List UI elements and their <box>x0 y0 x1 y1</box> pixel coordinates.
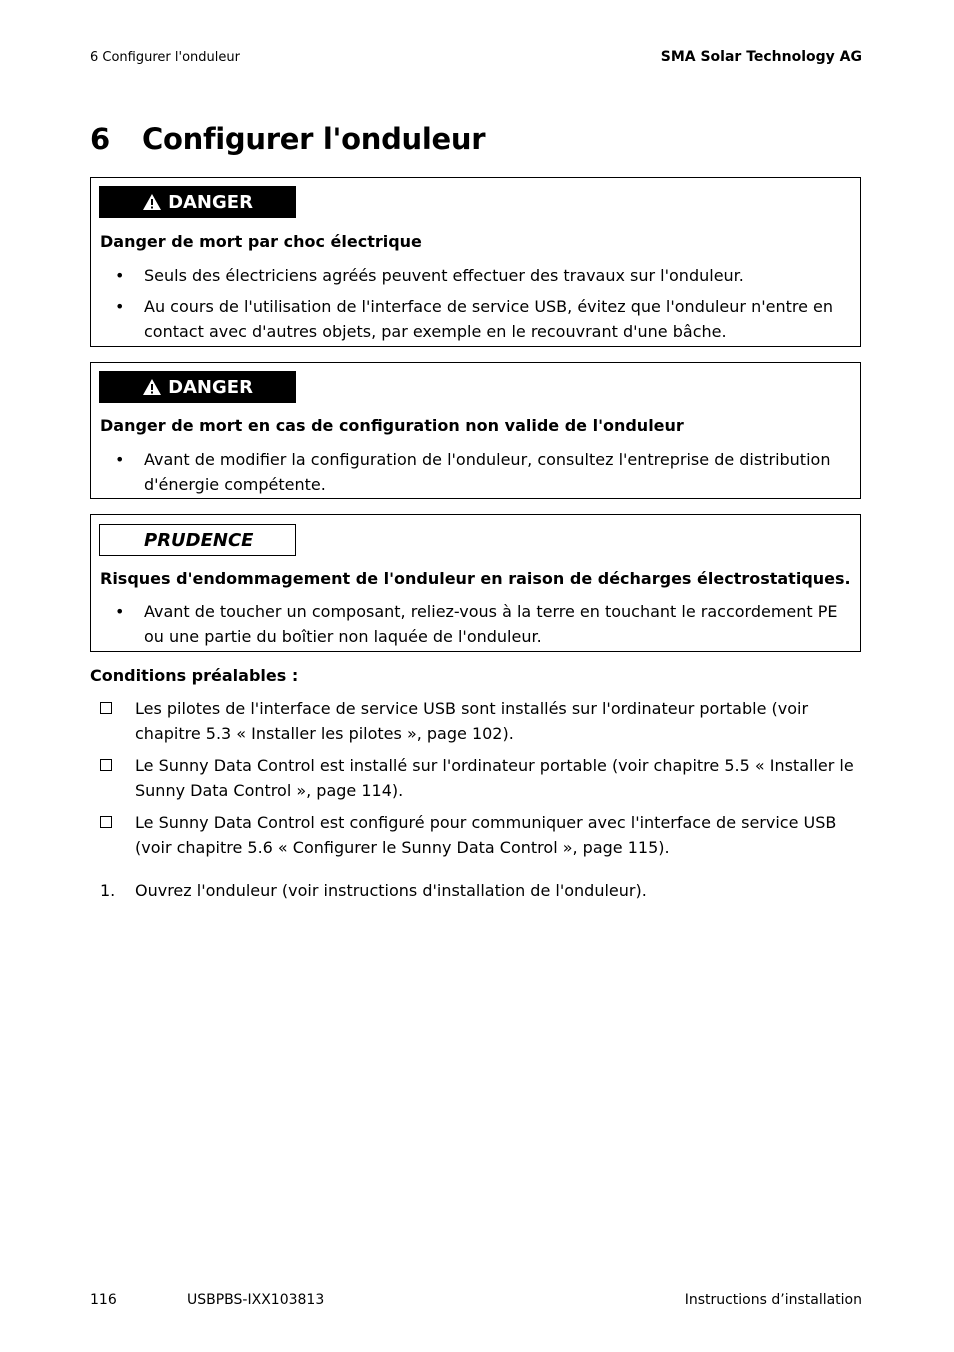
prerequisites-heading: Conditions préalables : <box>90 666 299 685</box>
running-header-company: SMA Solar Technology AG <box>660 49 862 65</box>
prerequisite-item <box>100 696 865 746</box>
chapter-title-text: Configurer l'onduleur <box>142 122 486 156</box>
danger-warning-box-invalid-configuration <box>90 362 861 499</box>
warning-bullet <box>115 447 853 497</box>
prerequisite-text: Les pilotes de l'interface de service USB sont installés sur l'ordinateur portable (voir chapitre 5.3 « Installer les pilotes », page 102). <box>135 699 809 743</box>
warning-bullet <box>115 294 853 344</box>
warning-title: Risques d'endommagement de l'onduleur en raison de décharges électrostatiques. <box>100 569 851 588</box>
checkbox-square-icon <box>100 702 112 714</box>
checkbox-square-icon <box>100 759 112 771</box>
warning-bullet <box>115 599 853 649</box>
bullet-text: Avant de toucher un composant, reliez-vous à la terre en touchant le raccordement PE ou une partie du boîtier non laquée de l'onduleur. <box>144 602 838 646</box>
footer-page-number: 116 <box>90 1292 117 1308</box>
prerequisite-text: Le Sunny Data Control est configuré pour communiquer avec l'interface de service USB (voir chapitre 5.6 « Configurer le Sunny Data Control », page 115). <box>135 813 837 857</box>
chapter-number: 6 <box>90 122 110 156</box>
caution-signal-label <box>99 524 296 556</box>
danger-signal-label <box>99 186 296 218</box>
checkbox-square-icon <box>100 816 112 828</box>
warning-triangle-icon <box>142 378 162 396</box>
warning-bullet <box>115 263 853 288</box>
bullet-text: Au cours de l'utilisation de l'interface de service USB, évitez que l'onduleur n'entre en contact avec d'autres objets, par exemple en le recouvrant d'une bâche. <box>144 297 834 341</box>
signal-word: DANGER <box>168 376 253 398</box>
prerequisite-item <box>100 753 865 803</box>
step-text: Ouvrez l'onduleur (voir instructions d'installation de l'onduleur). <box>135 881 647 900</box>
signal-word: PRUDENCE <box>144 529 254 551</box>
procedure-step <box>100 878 865 903</box>
running-header-chapter: 6 Configurer l'onduleur <box>90 50 240 65</box>
bullet-text: Avant de modifier la configuration de l'onduleur, consultez l'entreprise de distribution d'énergie compétente. <box>144 450 831 494</box>
bullet-dot: • <box>115 266 125 285</box>
signal-word: DANGER <box>168 191 253 213</box>
danger-signal-label <box>99 371 296 403</box>
caution-warning-box-electrostatic <box>90 514 861 652</box>
footer-document-code: USBPBS-IXX103813 <box>187 1292 325 1308</box>
bullet-dot: • <box>115 297 125 316</box>
danger-warning-box-electric-shock <box>90 177 861 347</box>
footer-document-type: Instructions d’installation <box>684 1292 862 1308</box>
bullet-dot: • <box>115 602 125 621</box>
bullet-text: Seuls des électriciens agréés peuvent effectuer des travaux sur l'onduleur. <box>144 266 744 285</box>
warning-title: Danger de mort en cas de configuration non valide de l'onduleur <box>100 416 684 435</box>
prerequisite-text: Le Sunny Data Control est installé sur l'ordinateur portable (voir chapitre 5.5 « Installer le Sunny Data Control », page 114). <box>135 756 854 800</box>
prerequisite-item <box>100 810 865 860</box>
chapter-title <box>90 122 485 156</box>
warning-triangle-icon <box>142 193 162 211</box>
bullet-dot: • <box>115 450 125 469</box>
step-number: 1. <box>100 881 116 900</box>
warning-title: Danger de mort par choc électrique <box>100 232 422 251</box>
